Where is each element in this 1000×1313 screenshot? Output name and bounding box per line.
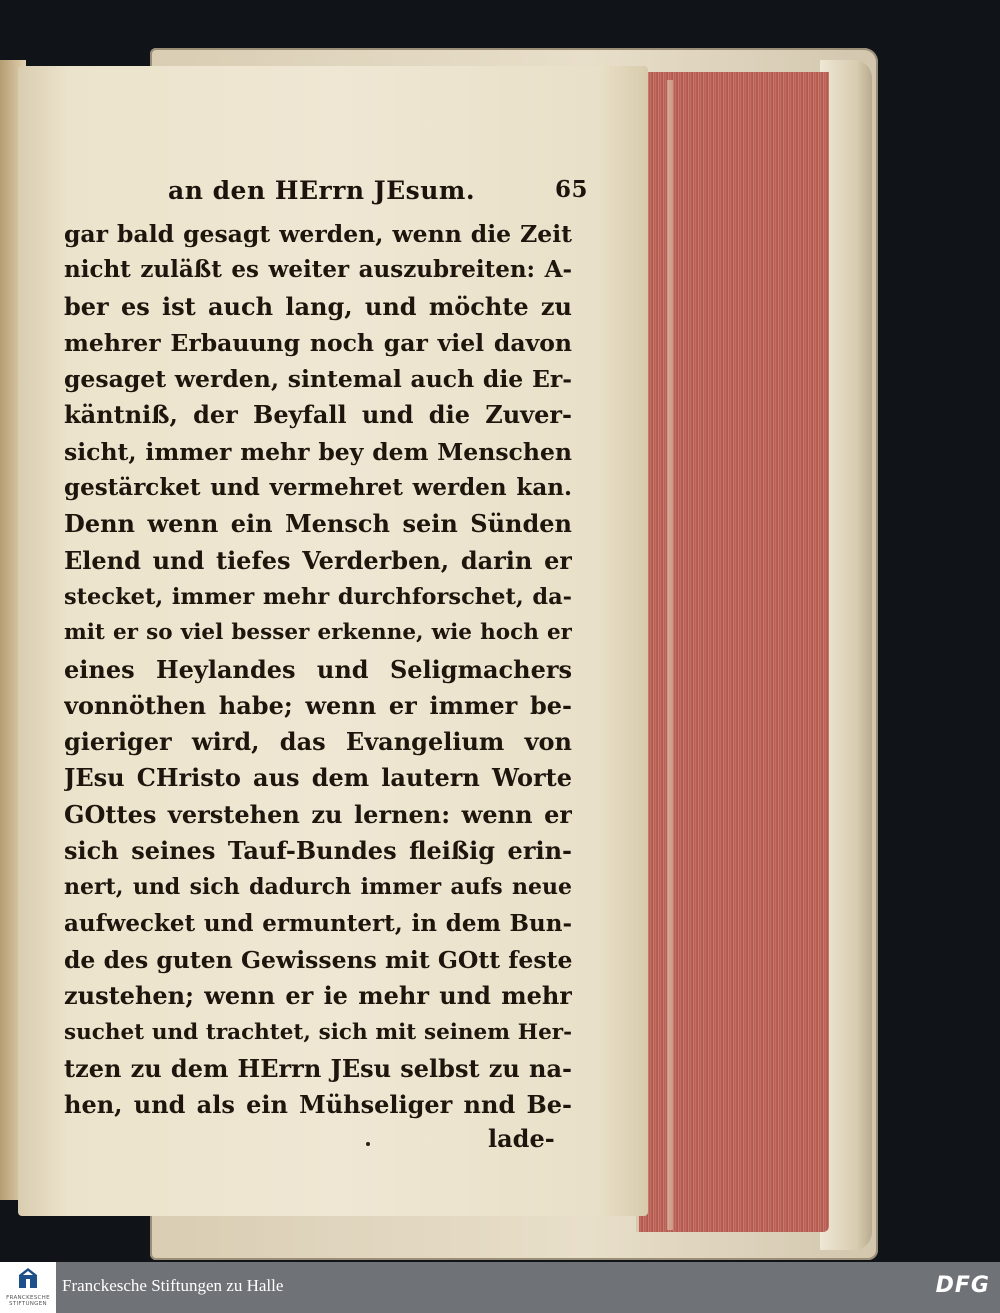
text-line: gestärcket und vermehret werden kan. xyxy=(64,474,572,502)
ink-dot xyxy=(366,1142,370,1146)
francke-foundation-logo-icon xyxy=(17,1267,39,1289)
text-line: ber es ist auch lang, und möchte zu xyxy=(64,291,572,321)
text-line: sich seines Tauf-Bundes fleißig erin- xyxy=(64,836,572,866)
text-line: JEsu CHristo aus dem lautern Worte xyxy=(64,763,572,793)
dfg-logo[interactable]: DFG xyxy=(935,1273,990,1298)
body-text xyxy=(64,216,572,1123)
book-page xyxy=(18,66,648,1216)
running-head: an den HErrn JEsum. xyxy=(168,176,476,205)
text-line: gieriger wird, das Evangelium von xyxy=(64,727,572,757)
red-page-edges xyxy=(636,72,829,1232)
catchword: lade- xyxy=(488,1124,555,1153)
text-line: sicht, immer mehr bey dem Menschen xyxy=(64,437,572,466)
text-line: nert, und sich dadurch immer aufs neue xyxy=(64,874,572,901)
text-line: Denn wenn ein Mensch sein Sünden xyxy=(64,509,572,539)
text-line: eines Heylandes und Seligmachers xyxy=(64,654,572,684)
text-line: aufwecket und ermuntert, in dem Bun- xyxy=(64,909,572,937)
text-line: gar bald gesagt werden, wenn die Zeit xyxy=(64,220,572,248)
page-number: 65 xyxy=(554,176,588,203)
text-line: gesaget werden, sintemal auch die Er- xyxy=(64,365,572,394)
institution-logo[interactable] xyxy=(0,1262,56,1313)
text-line: mehrer Erbauung noch gar viel davon xyxy=(64,328,572,357)
text-line: suchet und trachtet, sich mit seinem Her- xyxy=(64,1019,572,1045)
text-line: käntniß, der Beyfall und die Zuver- xyxy=(64,400,572,430)
institution-link[interactable]: Franckesche Stiftungen zu Halle xyxy=(62,1276,284,1295)
text-line: Elend und tiefes Verderben, darin er xyxy=(64,545,572,575)
logo-label: FRANCKESCHE STIFTUNGEN xyxy=(6,1295,50,1307)
text-line: nicht zuläßt es weiter auszubreiten: A- xyxy=(64,256,572,284)
text-line: mit er so viel besser erkenne, wie hoch er xyxy=(64,620,572,646)
text-line: stecket, immer mehr durchforschet, da- xyxy=(64,583,572,610)
text-line: GOttes verstehen zu lernen: wenn er xyxy=(64,799,572,829)
footer-bar xyxy=(0,1262,1000,1313)
text-line: hen, und als ein Mühseliger nnd Be- xyxy=(64,1090,572,1120)
page-header xyxy=(168,176,588,210)
text-line: zustehen; wenn er ie mehr und mehr xyxy=(64,981,572,1011)
text-line: de des guten Gewissens mit GOtt feste xyxy=(64,945,572,974)
text-line: vonnöthen habe; wenn er immer be- xyxy=(64,690,572,720)
text-line: tzen zu dem HErrn JEsu selbst zu na- xyxy=(64,1053,572,1083)
